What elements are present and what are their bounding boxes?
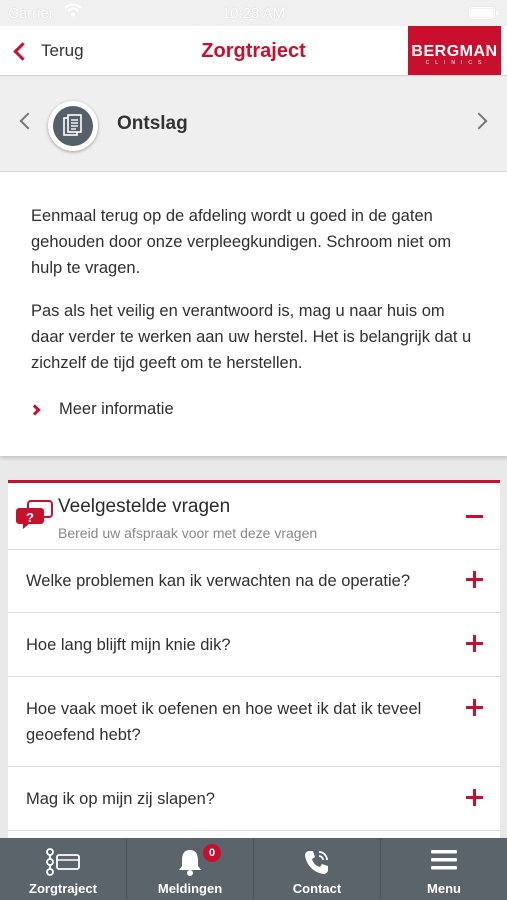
faq-item[interactable] — [8, 550, 500, 613]
faq-item[interactable] — [8, 613, 500, 677]
faq-question: Mag ik op mijn zij slapen? — [26, 790, 215, 808]
tab-label: Zorgtraject — [29, 881, 97, 896]
step-header — [0, 77, 507, 172]
tab-label: Contact — [292, 881, 342, 896]
care-path-icon — [45, 848, 81, 876]
bergman-logo — [408, 26, 501, 75]
expand-plus-icon[interactable] — [466, 789, 483, 806]
faq-panel — [8, 480, 500, 840]
document-stack-icon — [48, 101, 98, 151]
notification-badge: 0 — [203, 844, 221, 862]
faq-item[interactable] — [8, 767, 500, 831]
svg-text:?: ? — [26, 510, 34, 525]
chat-question-icon — [16, 499, 54, 531]
tab-meldingen[interactable] — [127, 838, 254, 900]
chevron-left-icon[interactable] — [20, 113, 37, 130]
tab-zorgtraject[interactable] — [0, 838, 127, 900]
battery-icon — [469, 7, 495, 19]
hamburger-icon — [430, 848, 458, 872]
faq-question: Hoe lang blijft mijn knie dik? — [26, 636, 231, 654]
more-info-label: Meer informatie — [59, 400, 174, 418]
page-title: Zorgtraject — [201, 40, 306, 62]
faq-header[interactable] — [8, 483, 500, 550]
intro-paragraph: Pas als het veilig en verantwoord is, mag u naar huis om daar verder te werken aan uw herstel. Het is belangrijk dat u zichzelf de tijd geeft om te herstellen. — [31, 302, 472, 372]
logo-subtext: CLINICS — [425, 60, 488, 66]
collapse-minus-icon[interactable] — [466, 515, 483, 518]
expand-plus-icon[interactable] — [466, 571, 483, 588]
logo-text: BERGMAN — [411, 43, 498, 60]
faq-title: Veelgestelde vragen — [58, 496, 231, 517]
intro-paragraph: Eenmaal terug op de afdeling wordt u goed in de gaten gehouden door onze verpleegkundigen. Schroom niet om hulp te vragen. — [31, 207, 452, 277]
tab-label: Menu — [427, 881, 461, 896]
intro-card — [0, 172, 507, 456]
tab-menu[interactable] — [381, 838, 507, 900]
faq-subtitle: Bereid uw afspraak voor met deze vragen — [58, 525, 318, 541]
tab-bar — [0, 838, 507, 900]
bell-icon — [177, 848, 203, 876]
carrier-label: Carrier — [8, 5, 54, 22]
status-time: 10:28 AM — [221, 5, 286, 22]
tab-label: Meldingen — [157, 881, 223, 896]
back-label: Terug — [41, 41, 84, 60]
faq-question: Welke problemen kan ik verwachten na de operatie? — [26, 572, 411, 590]
chevron-right-icon — [29, 404, 40, 415]
step-title: Ontslag — [117, 113, 188, 134]
navigation-bar — [0, 26, 507, 76]
more-info-link[interactable] — [31, 400, 174, 419]
expand-plus-icon[interactable] — [466, 635, 483, 652]
tab-contact[interactable] — [254, 838, 381, 900]
faq-item[interactable] — [8, 677, 500, 767]
phone-icon — [303, 848, 331, 876]
status-bar — [0, 0, 507, 26]
faq-question: Hoe vaak moet ik oefenen en hoe weet ik dat ik teveel geoefend hebt? — [26, 700, 422, 744]
expand-plus-icon[interactable] — [466, 699, 483, 716]
chevron-right-icon[interactable] — [471, 113, 488, 130]
